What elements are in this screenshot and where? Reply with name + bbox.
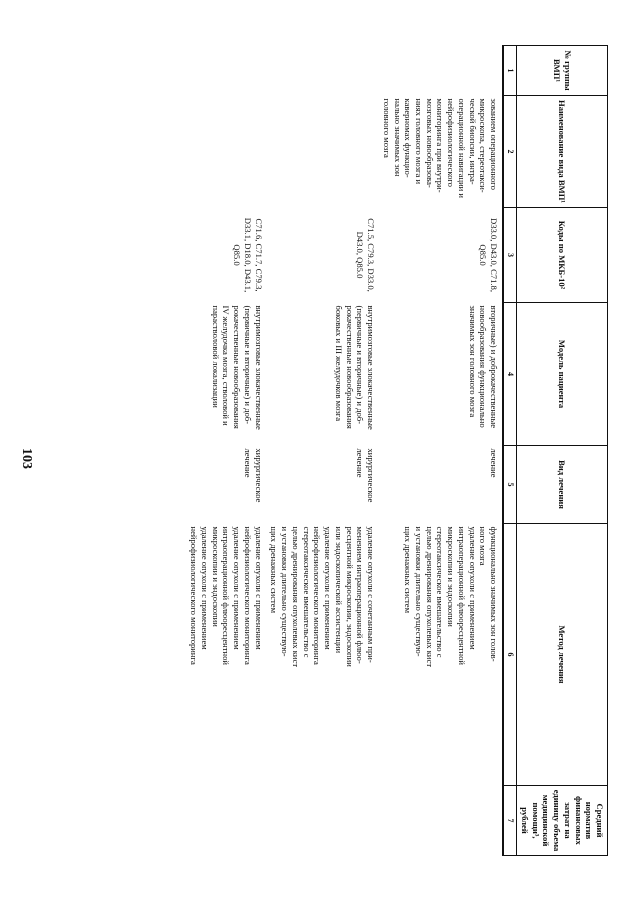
cell-treatment-type: [267, 446, 379, 524]
column-number: 2: [503, 96, 517, 208]
text-line: микроскопии и эндоскопии: [210, 526, 221, 627]
text-line: удаление опухоли с применением: [232, 526, 243, 650]
text-line: ресцентной микроскопии, эндоскопии: [344, 526, 355, 667]
text-line: менением интраоперационной флюо-: [355, 526, 366, 664]
text-line: нейрофизиологического: [446, 98, 457, 187]
page-number: 103: [19, 448, 34, 469]
text-line: внутримозговые злокачественные: [253, 305, 264, 430]
text-line: Q85.0: [478, 244, 489, 266]
cell-vmp-name: [379, 96, 503, 208]
text-line: боковых и III желудочков мозга: [333, 305, 344, 422]
text-line: рокачественные новообразования: [232, 305, 243, 429]
text-line: нейрофизиологического мониторинга: [189, 526, 200, 665]
text-line: ниях головного мозга и: [413, 98, 424, 185]
text-line: интраоперационной флюоресцентной: [456, 526, 467, 665]
text-line: нейрофизиологического мониторинга: [312, 526, 323, 665]
text-line: нально значимых зон: [392, 98, 403, 177]
text-line: лечение: [355, 448, 366, 478]
column-number: 3: [503, 208, 517, 303]
text-line: микроскопа, стереотакси-: [478, 98, 489, 193]
header-cost-norm: Средний норматив финансовых затрат на единицу объема медицинской помощи³, рублей: [517, 786, 608, 856]
text-line: целью дренирования опухолевых кист: [290, 526, 301, 668]
cell-patient-model: [379, 303, 503, 446]
column-number: 4: [503, 303, 517, 446]
cell-treatment-type: [187, 446, 267, 524]
text-line: головного мозга: [381, 98, 392, 158]
header-treatment-method: Метод лечения: [517, 524, 608, 786]
text-line: вторичные) и доброкачественные: [489, 305, 500, 429]
text-line: C71.6, C71.7, C79.3,: [253, 218, 264, 292]
text-line: C71.5, C79.3, D33.0,: [366, 218, 377, 292]
text-line: рокачественные новообразования: [344, 305, 355, 429]
text-line: стереотаксическое вмешательство с: [301, 526, 312, 658]
text-line: (первичные и вторичные) и доб-: [355, 305, 366, 424]
cell-icd-codes: [379, 208, 503, 303]
text-line: операционной навигации и: [456, 98, 467, 199]
text-line: Q85.0: [232, 244, 243, 266]
text-line: микроскопии и эндоскопии: [446, 526, 457, 627]
text-line: функционально значимых зон голов-: [489, 526, 500, 662]
text-line: стереотаксическое вмешательство с: [435, 526, 446, 658]
table-row: [379, 46, 503, 856]
text-line: удаление опухоли с применением: [253, 526, 264, 650]
cell-treatment-method: [379, 524, 503, 786]
text-line: новообразования функционально: [478, 305, 489, 428]
cell-treatment-type: [379, 446, 503, 524]
cell-treatment-method: [267, 524, 379, 786]
cell-cost-norm: [267, 786, 379, 856]
text-line: (первичные и вторичные) и доб-: [242, 305, 253, 424]
text-line: интраоперационной флюоресцентной: [221, 526, 232, 665]
document-table-sheet: [100, 45, 608, 855]
cell-cost-norm: [187, 786, 267, 856]
text-line: зованием операционного: [489, 98, 500, 190]
text-line: хирургическое: [253, 448, 264, 503]
column-number: 7: [503, 786, 517, 856]
column-number: 6: [503, 524, 517, 786]
vmp-table: [187, 45, 608, 856]
text-line: хирургическое: [366, 448, 377, 503]
text-line: мозговых новообразова-: [424, 98, 435, 188]
table-header-row: [517, 46, 608, 856]
text-line: удаление опухоли с сочетанным при-: [366, 526, 377, 663]
text-line: удаление опухоли с применением: [323, 526, 334, 650]
text-line: мониторинга при внутри-: [435, 98, 446, 193]
cell-patient-model: [267, 303, 379, 446]
header-vmp-name: Наименование вида ВМП¹: [517, 96, 608, 208]
cell-treatment-method: [187, 524, 267, 786]
text-line: нейрофизиологического мониторинга: [242, 526, 253, 665]
header-treatment-type: Вид лечения: [517, 446, 608, 524]
cell-icd-codes: [187, 208, 267, 303]
text-line: ческой биопсии, интра-: [467, 98, 478, 185]
header-group-number: № группы ВМП¹: [517, 46, 608, 96]
cell-group-number: [379, 46, 503, 96]
text-line: удаление опухоли с применением: [200, 526, 211, 650]
text-line: D43.0, Q85.0: [355, 231, 366, 279]
cell-group-number: [267, 46, 379, 96]
cell-cost-norm: [379, 786, 503, 856]
text-line: и установки длительно существую-: [413, 526, 424, 657]
text-line: внутримозговые злокачественные: [366, 305, 377, 430]
column-number: 5: [503, 446, 517, 524]
header-icd-codes: Коды по МКБ-10²: [517, 208, 608, 303]
table-row: [187, 46, 267, 856]
text-line: щих дренажных систем: [403, 526, 414, 614]
text-line: D33.0, D43.0, C71.8,: [489, 217, 500, 292]
text-line: парастволовой локализации: [210, 305, 221, 408]
text-line: щих дренажных систем: [269, 526, 280, 614]
text-line: IV желудочка мозга, стволовой и: [221, 305, 232, 426]
header-patient-model: Модель пациента: [517, 303, 608, 446]
text-line: целью дренирования опухолевых кист: [424, 526, 435, 668]
cell-icd-codes: [267, 208, 379, 303]
text-line: D33.1, D18.0, D43.1,: [242, 217, 253, 293]
column-number: 1: [503, 46, 517, 96]
cell-vmp-name: [187, 96, 267, 208]
cell-vmp-name: [267, 96, 379, 208]
text-line: ного мозга: [478, 526, 489, 566]
table-row: [267, 46, 379, 856]
text-line: и установки длительно существую-: [280, 526, 291, 657]
text-line: лечение: [242, 448, 253, 478]
cell-patient-model: [187, 303, 267, 446]
text-line: удаление опухоли с применением: [467, 526, 478, 650]
text-line: каверномах функцио-: [403, 98, 414, 178]
column-number-row: [503, 46, 517, 856]
text-line: лечение: [489, 448, 500, 478]
text-line: значимых зон головного мозга: [467, 305, 478, 418]
text-line: или эндоскопической ассистенции: [333, 526, 344, 654]
cell-group-number: [187, 46, 267, 96]
